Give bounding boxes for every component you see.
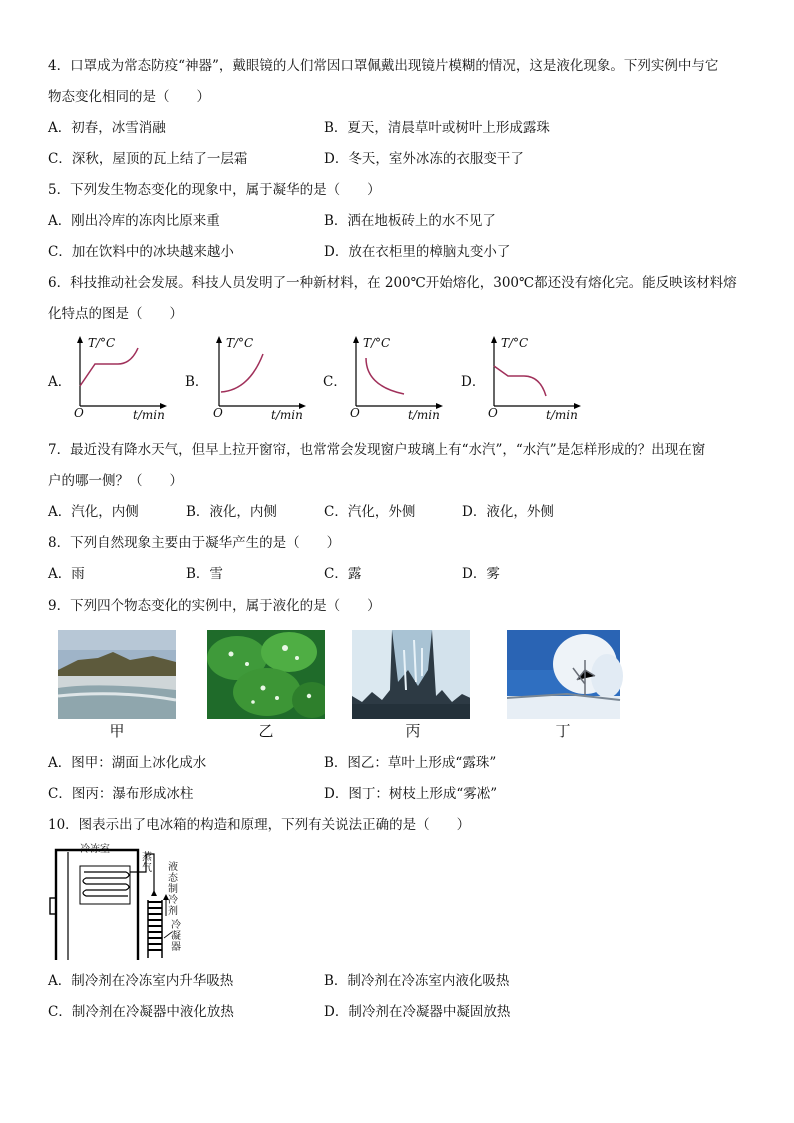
q6-graph-d-xlabel: t/min <box>546 408 578 422</box>
q4-option-b[interactable]: B．夏天，清晨草叶或树叶上形成露珠 <box>324 120 550 136</box>
q6-graph-b-ylabel: T/°C <box>226 336 254 350</box>
q6-graph-c-xlabel: t/min <box>408 408 440 422</box>
q6-option-c-label[interactable]: C． <box>323 374 347 390</box>
y-axis-arrow <box>353 336 359 343</box>
q9-option-b[interactable]: B．图乙：草叶上形成“露珠” <box>324 755 497 771</box>
q7-option-a[interactable]: A．汽化，内侧 <box>48 504 139 520</box>
q5-option-d[interactable]: D．放在衣柜里的樟脑丸变小了 <box>324 244 511 260</box>
q4-option-c[interactable]: C．深秋，屋顶的瓦上结了一层霜 <box>48 151 248 167</box>
q10-stem: 10．图表示出了电冰箱的构造和原理，下列有关说法正确的是（ ） <box>48 817 471 833</box>
q5-option-b[interactable]: B．洒在地板砖上的水不见了 <box>324 213 496 229</box>
q6-option-d-label[interactable]: D． <box>461 374 486 390</box>
q4-stem-line1: 4．口罩成为常态防疫“神器”，戴眼镜的人们常因口罩佩戴出现镜片模糊的情况，这是液化现象。下列实例中与它 <box>48 58 719 74</box>
caption-yi: 乙 <box>258 722 274 740</box>
label-freezer: 冷冻室 <box>80 844 110 855</box>
q9-option-a[interactable]: A．图甲：湖面上冰化成水 <box>48 755 207 771</box>
q10-option-c[interactable]: C．制冷剂在冷凝器中液化放热 <box>48 1004 234 1020</box>
q9-stem: 9．下列四个物态变化的实例中，属于液化的是（ ） <box>48 598 381 614</box>
caption-bing: 丙 <box>405 722 421 740</box>
photo-dew-leaves <box>207 630 325 719</box>
q8-option-a[interactable]: A．雨 <box>48 566 85 582</box>
q5-option-c[interactable]: C．加在饮料中的冰块越来越小 <box>48 244 234 260</box>
y-axis-arrow <box>491 336 497 343</box>
q9-option-c[interactable]: C．图丙：瀑布形成冰柱 <box>48 786 194 802</box>
y-axis-arrow <box>77 336 83 343</box>
q10-option-d[interactable]: D．制冷剂在冷凝器中凝固放热 <box>324 1004 511 1020</box>
photo-rime-trees <box>507 630 625 719</box>
q6-graph-c-ylabel: T/°C <box>363 336 391 350</box>
label-liquid-refrigerant: 液态制冷剂 <box>168 862 178 917</box>
fridge-diagram <box>48 840 188 962</box>
q7-stem-line2: 户的哪一侧？（ ） <box>48 473 183 489</box>
q4-stem-line2: 物态变化相同的是（ ） <box>48 89 210 105</box>
q4-option-d[interactable]: D．冬天，室外冰冻的衣服变干了 <box>324 151 524 167</box>
q7-option-b[interactable]: B．液化，内侧 <box>186 504 277 520</box>
q5-stem: 5．下列发生物态变化的现象中，属于凝华的是（ ） <box>48 182 381 198</box>
q6-graph-a-ylabel: T/°C <box>88 336 116 350</box>
q6-graph-d-ylabel: T/°C <box>501 336 529 350</box>
q7-option-d[interactable]: D．液化，外侧 <box>462 504 554 520</box>
q10-option-a[interactable]: A．制冷剂在冷冻室内升华吸热 <box>48 973 234 989</box>
caption-jia: 甲 <box>109 722 125 740</box>
q8-option-b[interactable]: B．雪 <box>186 566 223 582</box>
q6-graph-a-xlabel: t/min <box>133 408 165 422</box>
q7-option-c[interactable]: C．汽化，外侧 <box>324 504 416 520</box>
q8-stem: 8．下列自然现象主要由于凝华产生的是（ ） <box>48 535 341 551</box>
y-axis-arrow <box>216 336 222 343</box>
q6-graph-a-origin: O <box>74 406 84 420</box>
q6-stem-line2: 化特点的图是（ ） <box>48 306 183 322</box>
q7-stem-line1: 7．最近没有降水天气，但早上拉开窗帘，也常常会发现窗户玻璃上有“水汽”，“水汽”是怎样形成的？出现在窗 <box>48 442 706 458</box>
label-condenser: 冷凝器 <box>171 920 181 953</box>
label-vapor: 蒸气 <box>142 852 152 874</box>
q5-option-a[interactable]: A．刚出冷库的冻肉比原来重 <box>48 213 220 229</box>
q6-option-a-label[interactable]: A． <box>48 374 72 390</box>
q6-graph-c-origin: O <box>350 406 360 420</box>
photo-frozen-waterfall <box>352 630 470 719</box>
q10-option-b[interactable]: B．制冷剂在冷冻室内液化吸热 <box>324 973 510 989</box>
curve <box>494 366 546 396</box>
q6-graph-b-origin: O <box>213 406 223 420</box>
curve <box>366 358 404 394</box>
q4-option-a[interactable]: A．初春，冰雪消融 <box>48 120 166 136</box>
photo-lake-ice <box>58 630 176 719</box>
q8-option-d[interactable]: D．雾 <box>462 566 500 582</box>
q6-graph-b-xlabel: t/min <box>271 408 303 422</box>
q6-graph-d-origin: O <box>488 406 498 420</box>
q6-stem-line1: 6．科技推动社会发展。科技人员发明了一种新材料，在 200℃开始熔化，300℃都还没有熔化完。能反映该材料熔 <box>48 275 737 291</box>
q8-option-c[interactable]: C．露 <box>324 566 362 582</box>
q9-option-d[interactable]: D．图丁：树枝上形成“雾凇” <box>324 786 498 802</box>
q6-option-b-label[interactable]: B． <box>185 374 209 390</box>
curve <box>221 354 263 392</box>
caption-ding: 丁 <box>555 722 571 740</box>
curve <box>80 348 138 386</box>
